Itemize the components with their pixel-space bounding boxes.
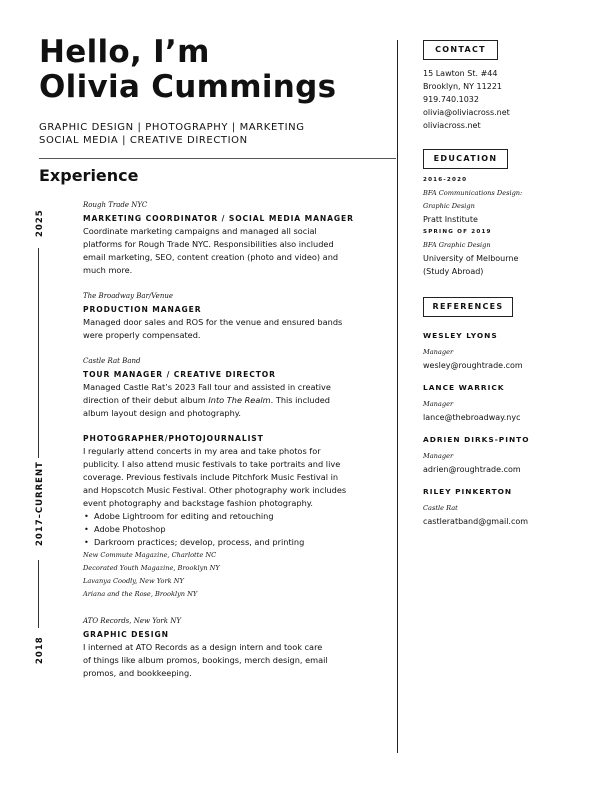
desc-line: album layout design and photography. (83, 408, 242, 418)
education-school: Pratt Institute (423, 215, 478, 224)
job-description (83, 225, 383, 277)
job-photographer (83, 433, 383, 601)
skills-list (83, 510, 383, 549)
publication-item: Decorated Youth Magazine, Brooklyn NY (83, 564, 220, 572)
reference-email[interactable]: lance@thebroadway.nyc (423, 413, 521, 422)
job-role: TOUR MANAGER / CREATIVE DIRECTOR (83, 370, 276, 379)
references-heading: REFERENCES (423, 297, 513, 317)
timeline-year-2018: 2018 (35, 636, 45, 664)
full-name: Olivia Cummings (39, 69, 337, 105)
reference-name: WESLEY LYONS (423, 331, 498, 340)
timeline-line (38, 560, 39, 628)
desc-line: Coordinate marketing campaigns and managed all social (83, 226, 317, 236)
job-rough-trade (83, 200, 383, 277)
greeting-line: Hello, I’m (39, 34, 210, 70)
header-divider (39, 158, 396, 159)
education-date: SPRING OF 2019 (423, 229, 492, 235)
desc-text: direction of their debut album (83, 395, 209, 405)
job-description (83, 381, 383, 420)
contact-info (423, 67, 510, 132)
education-degree: BFA Graphic Design (423, 241, 491, 249)
education-list (423, 174, 522, 278)
reference-title: Manager (423, 400, 454, 408)
desc-line: platforms for Rough Trade NYC. Responsibilities also included (83, 239, 334, 249)
desc-text: . This included (270, 395, 331, 405)
publication-item: Ariana and the Rose, Brooklyn NY (83, 590, 198, 598)
skill-item: • Adobe Lightroom for editing and retouching (83, 510, 383, 523)
company-name: Rough Trade NYC (83, 201, 148, 209)
job-description (83, 641, 383, 680)
publications-list (83, 549, 383, 601)
reference-name: ADRIEN DIRKS-PINTO (423, 435, 530, 444)
publication-item: Lavanya Coodly, New York NY (83, 577, 184, 585)
job-description (83, 445, 383, 510)
contact-city: Brooklyn, NY 11221 (423, 82, 502, 91)
desc-line: event photography and backstage fashion photography. (83, 498, 314, 508)
reference-item (423, 433, 593, 476)
reference-name: RILEY PINKERTON (423, 487, 513, 496)
job-role: MARKETING COORDINATOR / SOCIAL MEDIA MANAGER (83, 214, 354, 223)
column-divider (397, 40, 398, 753)
desc-line: were properly compensated. (83, 330, 201, 340)
timeline-year-2017-current: 2017–CURRENT (35, 461, 45, 546)
education-school: University of Melbourne (423, 254, 519, 263)
timeline-year-2025: 2025 (35, 209, 45, 237)
skill-item: • Darkroom practices; develop, process, and printing (83, 536, 383, 549)
publication-item: New Commute Magazine, Charlotte NC (83, 551, 217, 559)
job-broadway (83, 291, 383, 342)
contact-address: 15 Lawton St. #44 (423, 69, 498, 78)
contact-heading: CONTACT (423, 40, 498, 60)
contact-email[interactable]: olivia@oliviacross.net (423, 108, 510, 117)
desc-line: Managed door sales and ROS for the venue and ensured bands (83, 317, 343, 327)
tagline-primary: GRAPHIC DESIGN | PHOTOGRAPHY | MARKETING (39, 122, 305, 133)
education-degree: Graphic Design (423, 202, 475, 210)
reference-email[interactable]: wesley@roughtrade.com (423, 361, 523, 370)
desc-line: promos, and bookkeeping. (83, 668, 192, 678)
reference-item (423, 329, 593, 372)
company-name: ATO Records, New York NY (83, 617, 181, 625)
job-role: PHOTOGRAPHER/PHOTOJOURNALIST (83, 434, 264, 443)
company-name: The Broadway Bar/Venue (83, 292, 173, 300)
job-description (83, 316, 383, 342)
company-name: Castle Rat Band (83, 357, 141, 365)
education-date: 2016-2020 (423, 177, 468, 183)
tagline-secondary: SOCIAL MEDIA | CREATIVE DIRECTION (39, 135, 248, 146)
desc-line: and Hopscotch Music Festival. Other photography work includes (83, 485, 347, 495)
reference-item (423, 381, 593, 424)
desc-line: coverage. Previous festivals include Pitchfork Music Festival in (83, 472, 339, 482)
reference-name: LANCE WARRICK (423, 383, 505, 392)
education-degree: BFA Communications Design: (423, 189, 523, 197)
job-role: PRODUCTION MANAGER (83, 305, 202, 314)
desc-line: I interned at ATO Records as a design intern and took care (83, 642, 323, 652)
reference-item (423, 485, 593, 528)
experience-heading: Experience (39, 166, 139, 185)
skill-item: • Adobe Photoshop (83, 523, 383, 536)
reference-title: Manager (423, 348, 454, 356)
reference-email[interactable]: adrien@roughtrade.com (423, 465, 521, 474)
reference-title: Manager (423, 452, 454, 460)
reference-title: Castle Rat (423, 504, 458, 512)
desc-line: much more. (83, 265, 133, 275)
desc-line (83, 394, 383, 407)
desc-line: email marketing, SEO, content creation (photo and video) and (83, 252, 339, 262)
contact-phone: 919.740.1032 (423, 95, 479, 104)
education-school-note: (Study Abroad) (423, 267, 484, 276)
education-heading: EDUCATION (423, 149, 508, 169)
timeline-line (38, 248, 39, 458)
album-title: Into The Realm (208, 395, 271, 405)
desc-line: I regularly attend concerts in my area and take photos for (83, 446, 321, 456)
job-ato-records (83, 616, 383, 680)
contact-website[interactable]: oliviacross.net (423, 121, 481, 130)
reference-email[interactable]: castleratband@gmail.com (423, 517, 529, 526)
desc-line: publicity. I also attend music festivals to take portraits and live (83, 459, 341, 469)
desc-line: Managed Castle Rat’s 2023 Fall tour and assisted in creative (83, 382, 331, 392)
job-castle-rat (83, 356, 383, 420)
job-role: GRAPHIC DESIGN (83, 630, 169, 639)
desc-line: of things like album promos, bookings, merch design, email (83, 655, 328, 665)
